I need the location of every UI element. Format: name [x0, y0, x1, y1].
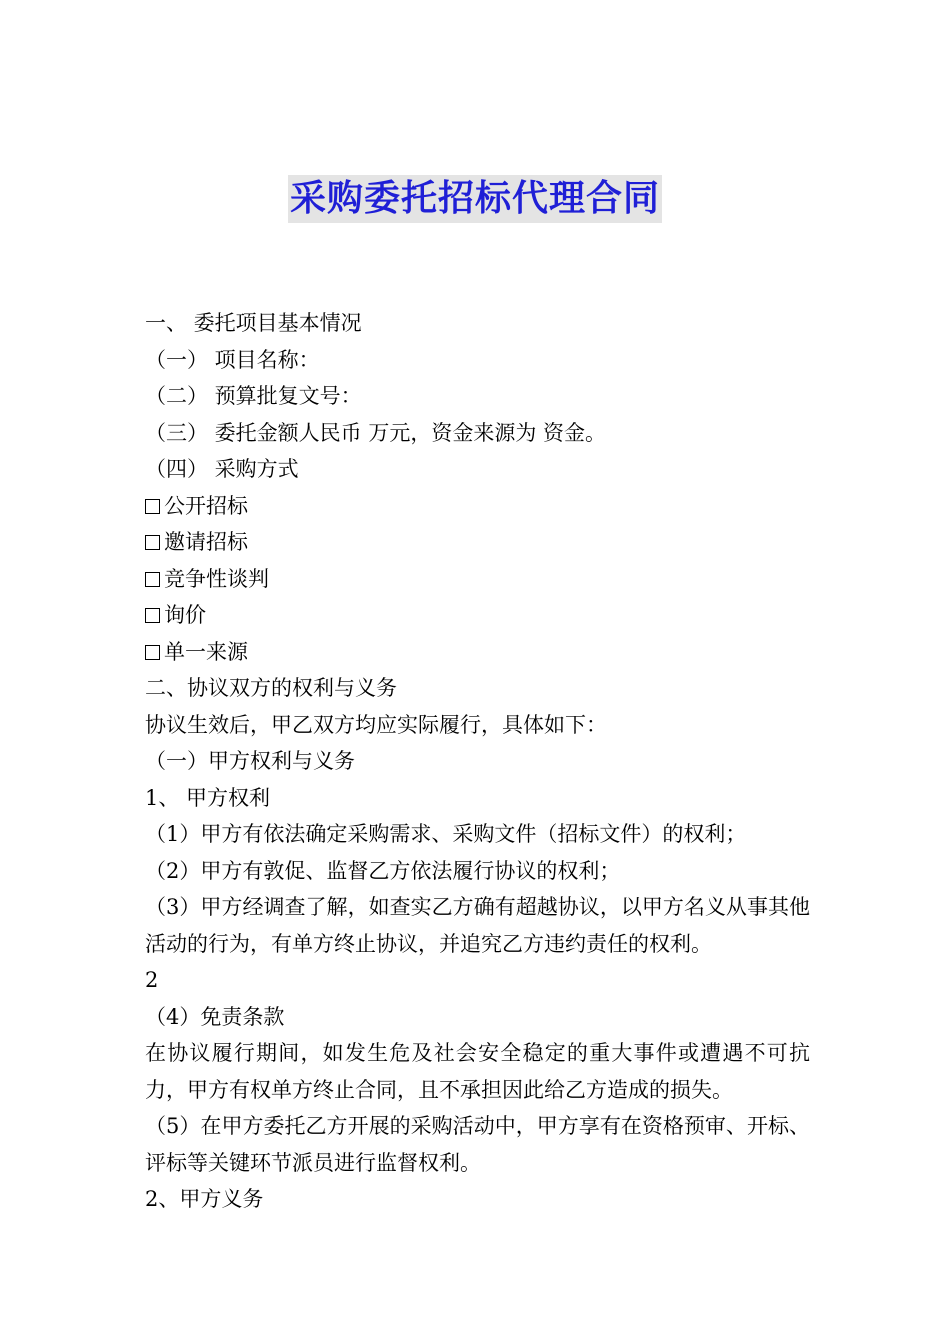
paragraph: 在协议履行期间，如发生危及社会安全稳定的重大事件或遭遇不可抗力，甲方有权单方终止合同，且不承担因此给乙方造成的损失。: [145, 1041, 810, 1102]
checkbox-option: [145, 524, 810, 561]
checkbox-label: 邀请招标: [164, 530, 248, 554]
paragraph: （四） 采购方式: [145, 457, 299, 481]
checkbox-icon[interactable]: [145, 535, 160, 550]
checkbox-icon[interactable]: [145, 608, 160, 623]
checkbox-icon[interactable]: [145, 499, 160, 514]
checkbox-option: [145, 561, 810, 598]
checkbox-icon[interactable]: [145, 572, 160, 587]
section-heading: 二、协议双方的权利与义务: [145, 676, 397, 700]
checkbox-option: [145, 597, 810, 634]
paragraph: 协议生效后，甲乙双方均应实际履行，具体如下：: [145, 712, 607, 737]
checkbox-label: 公开招标: [164, 493, 248, 518]
paragraph: 2: [145, 968, 159, 992]
section-heading: 一、 委托项目基本情况: [145, 311, 362, 335]
paragraph: （3）甲方经调查了解，如查实乙方确有超越协议，以甲方名义从事其他活动的行为，有单方终止协议，并追究乙方违约责任的权利。: [145, 895, 810, 956]
paragraph: （1）甲方有依法确定采购需求、采购文件（招标文件）的权利；: [145, 822, 747, 846]
checkbox-label: 竞争性谈判: [164, 566, 269, 591]
document-title: 采购委托招标代理合同: [288, 175, 662, 223]
checkbox-label: 询价: [164, 603, 206, 627]
paragraph: （一） 项目名称：: [145, 347, 320, 372]
paragraph: （2）甲方有敦促、监督乙方依法履行协议的权利；: [145, 858, 621, 883]
checkbox-icon[interactable]: [145, 645, 160, 660]
paragraph: （三） 委托金额人民币 万元，资金来源为 资金。: [145, 420, 607, 445]
checkbox-label: 单一来源: [164, 639, 248, 664]
checkbox-option: [145, 634, 810, 671]
subsection-heading: 1、 甲方权利: [145, 785, 271, 810]
title-wrapper: [0, 175, 950, 223]
paragraph: （二） 预算批复文号：: [145, 384, 362, 408]
checkbox-option: [145, 488, 810, 525]
subsection-heading: （一）甲方权利与义务: [145, 749, 355, 773]
document-body: [145, 305, 810, 1218]
subsection-heading: 2、甲方义务: [145, 1187, 264, 1211]
paragraph: （5）在甲方委托乙方开展的采购活动中，甲方享有在资格预审、开标、评标等关键环节派员进行监督权利。: [145, 1114, 810, 1175]
paragraph: （4）免责条款: [145, 1004, 285, 1029]
